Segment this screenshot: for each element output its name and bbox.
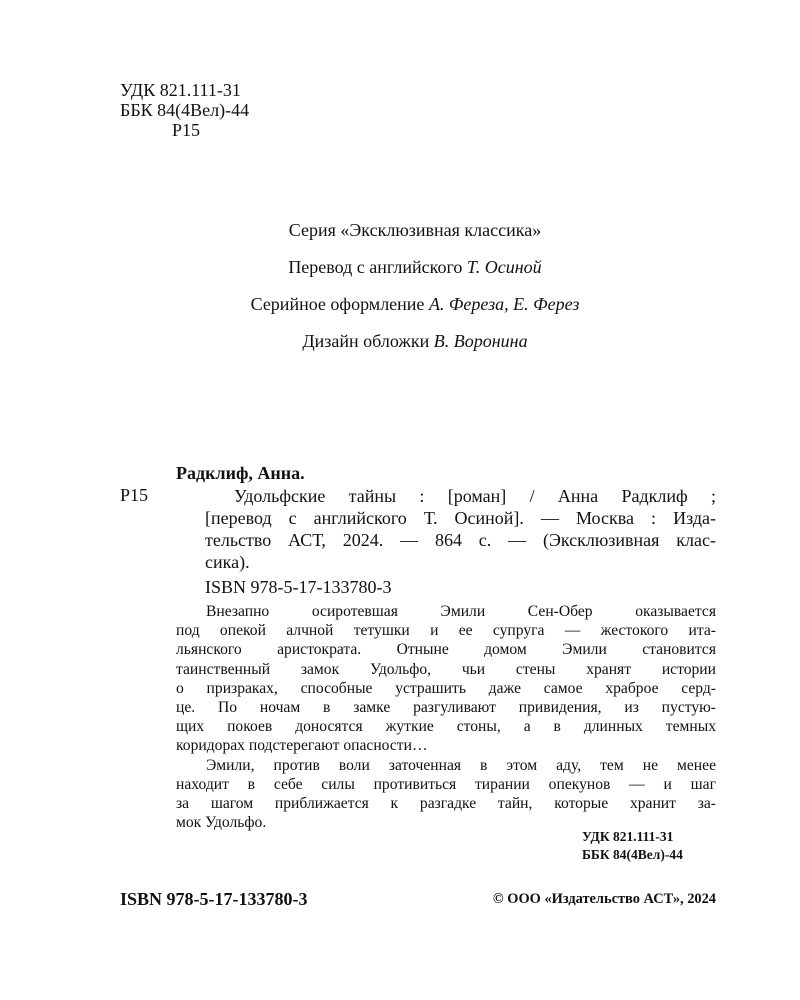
translation-line — [0, 257, 800, 294]
bibliographic-isbn: ISBN 978-5-17-133780-3 — [205, 577, 392, 597]
annotation-line: за шагом приближается к разгадке тайн, которые хранит за- — [176, 795, 716, 813]
annotation-line: це. По ночам в замке разгуливают привидения, из пустую- — [176, 699, 716, 717]
translation-label: Перевод с английского — [288, 257, 463, 277]
cover-label: Дизайн обложки — [302, 331, 430, 351]
credits-block — [0, 220, 800, 368]
annotation-line: льянского аристократа. Отныне домом Эмили становится — [176, 641, 716, 659]
classification-block — [120, 80, 249, 140]
design-label: Серийное оформление — [250, 294, 425, 314]
annotation-line: таинственный замок Удольфо, чьи стены хранят истории — [176, 660, 716, 678]
description-line: Удольфские тайны : [роман] / Анна Радклиф ; — [234, 486, 716, 506]
author-sign: Р15 — [172, 120, 201, 140]
bottom-udk-code: УДК 821.111-31 — [582, 829, 674, 844]
description-line: [перевод с английского Т. Осиной]. — Москва : Изда- — [205, 508, 716, 528]
designers-names: А. Фереза, Е. Ферез — [428, 294, 580, 314]
annotation-line: находит в себе силы противиться тирании опекунов — и шаг — [176, 775, 716, 793]
description-line: тельство АСТ, 2024. — 864 с. — (Эксклюзивная клас- — [205, 530, 716, 550]
annotation-line: под опекой алчной тетушки и ее супруга — жестокого ита- — [176, 622, 716, 640]
bbk-code: ББК 84(4Вел)-44 — [120, 100, 250, 120]
footer-isbn: ISBN 978-5-17-133780-3 — [120, 889, 308, 909]
series-line — [0, 220, 800, 257]
bibliographic-description — [176, 485, 716, 573]
footer-copyright: © ООО «Издательство АСТ», 2024 — [492, 891, 716, 907]
bibliographic-code: Р15 — [120, 485, 149, 505]
bottom-classification — [582, 828, 683, 864]
annotation-line: коридорах подстерегают опасности… — [176, 737, 428, 755]
series-label: Серия «Эксклюзивная классика» — [288, 220, 542, 240]
udk-code: УДК 821.111-31 — [120, 80, 241, 100]
annotation-line: щих покоев доносятся жуткие стоны, а в длинных темных — [176, 718, 716, 736]
annotation-line: Эмили, против воли заточенная в этом аду, тем не менее — [206, 756, 716, 774]
translator-name: Т. Осиной — [466, 257, 542, 277]
annotation-line: Внезапно осиротевшая Эмили Сен-Обер оказывается — [206, 603, 716, 620]
annotation — [176, 602, 716, 832]
design-line — [0, 294, 800, 331]
cover-line — [0, 331, 800, 368]
annotation-line: о призраках, способные устрашить даже самое храброе серд- — [176, 679, 716, 697]
description-line: сика). — [205, 552, 250, 572]
annotation-line: мок Удольфо. — [176, 814, 267, 832]
author-heading: Радклиф, Анна. — [176, 463, 305, 483]
cover-designer-name: В. Воронина — [433, 331, 528, 351]
bibliographic-record — [176, 462, 716, 573]
bottom-bbk-code: ББК 84(4Вел)-44 — [582, 847, 683, 862]
